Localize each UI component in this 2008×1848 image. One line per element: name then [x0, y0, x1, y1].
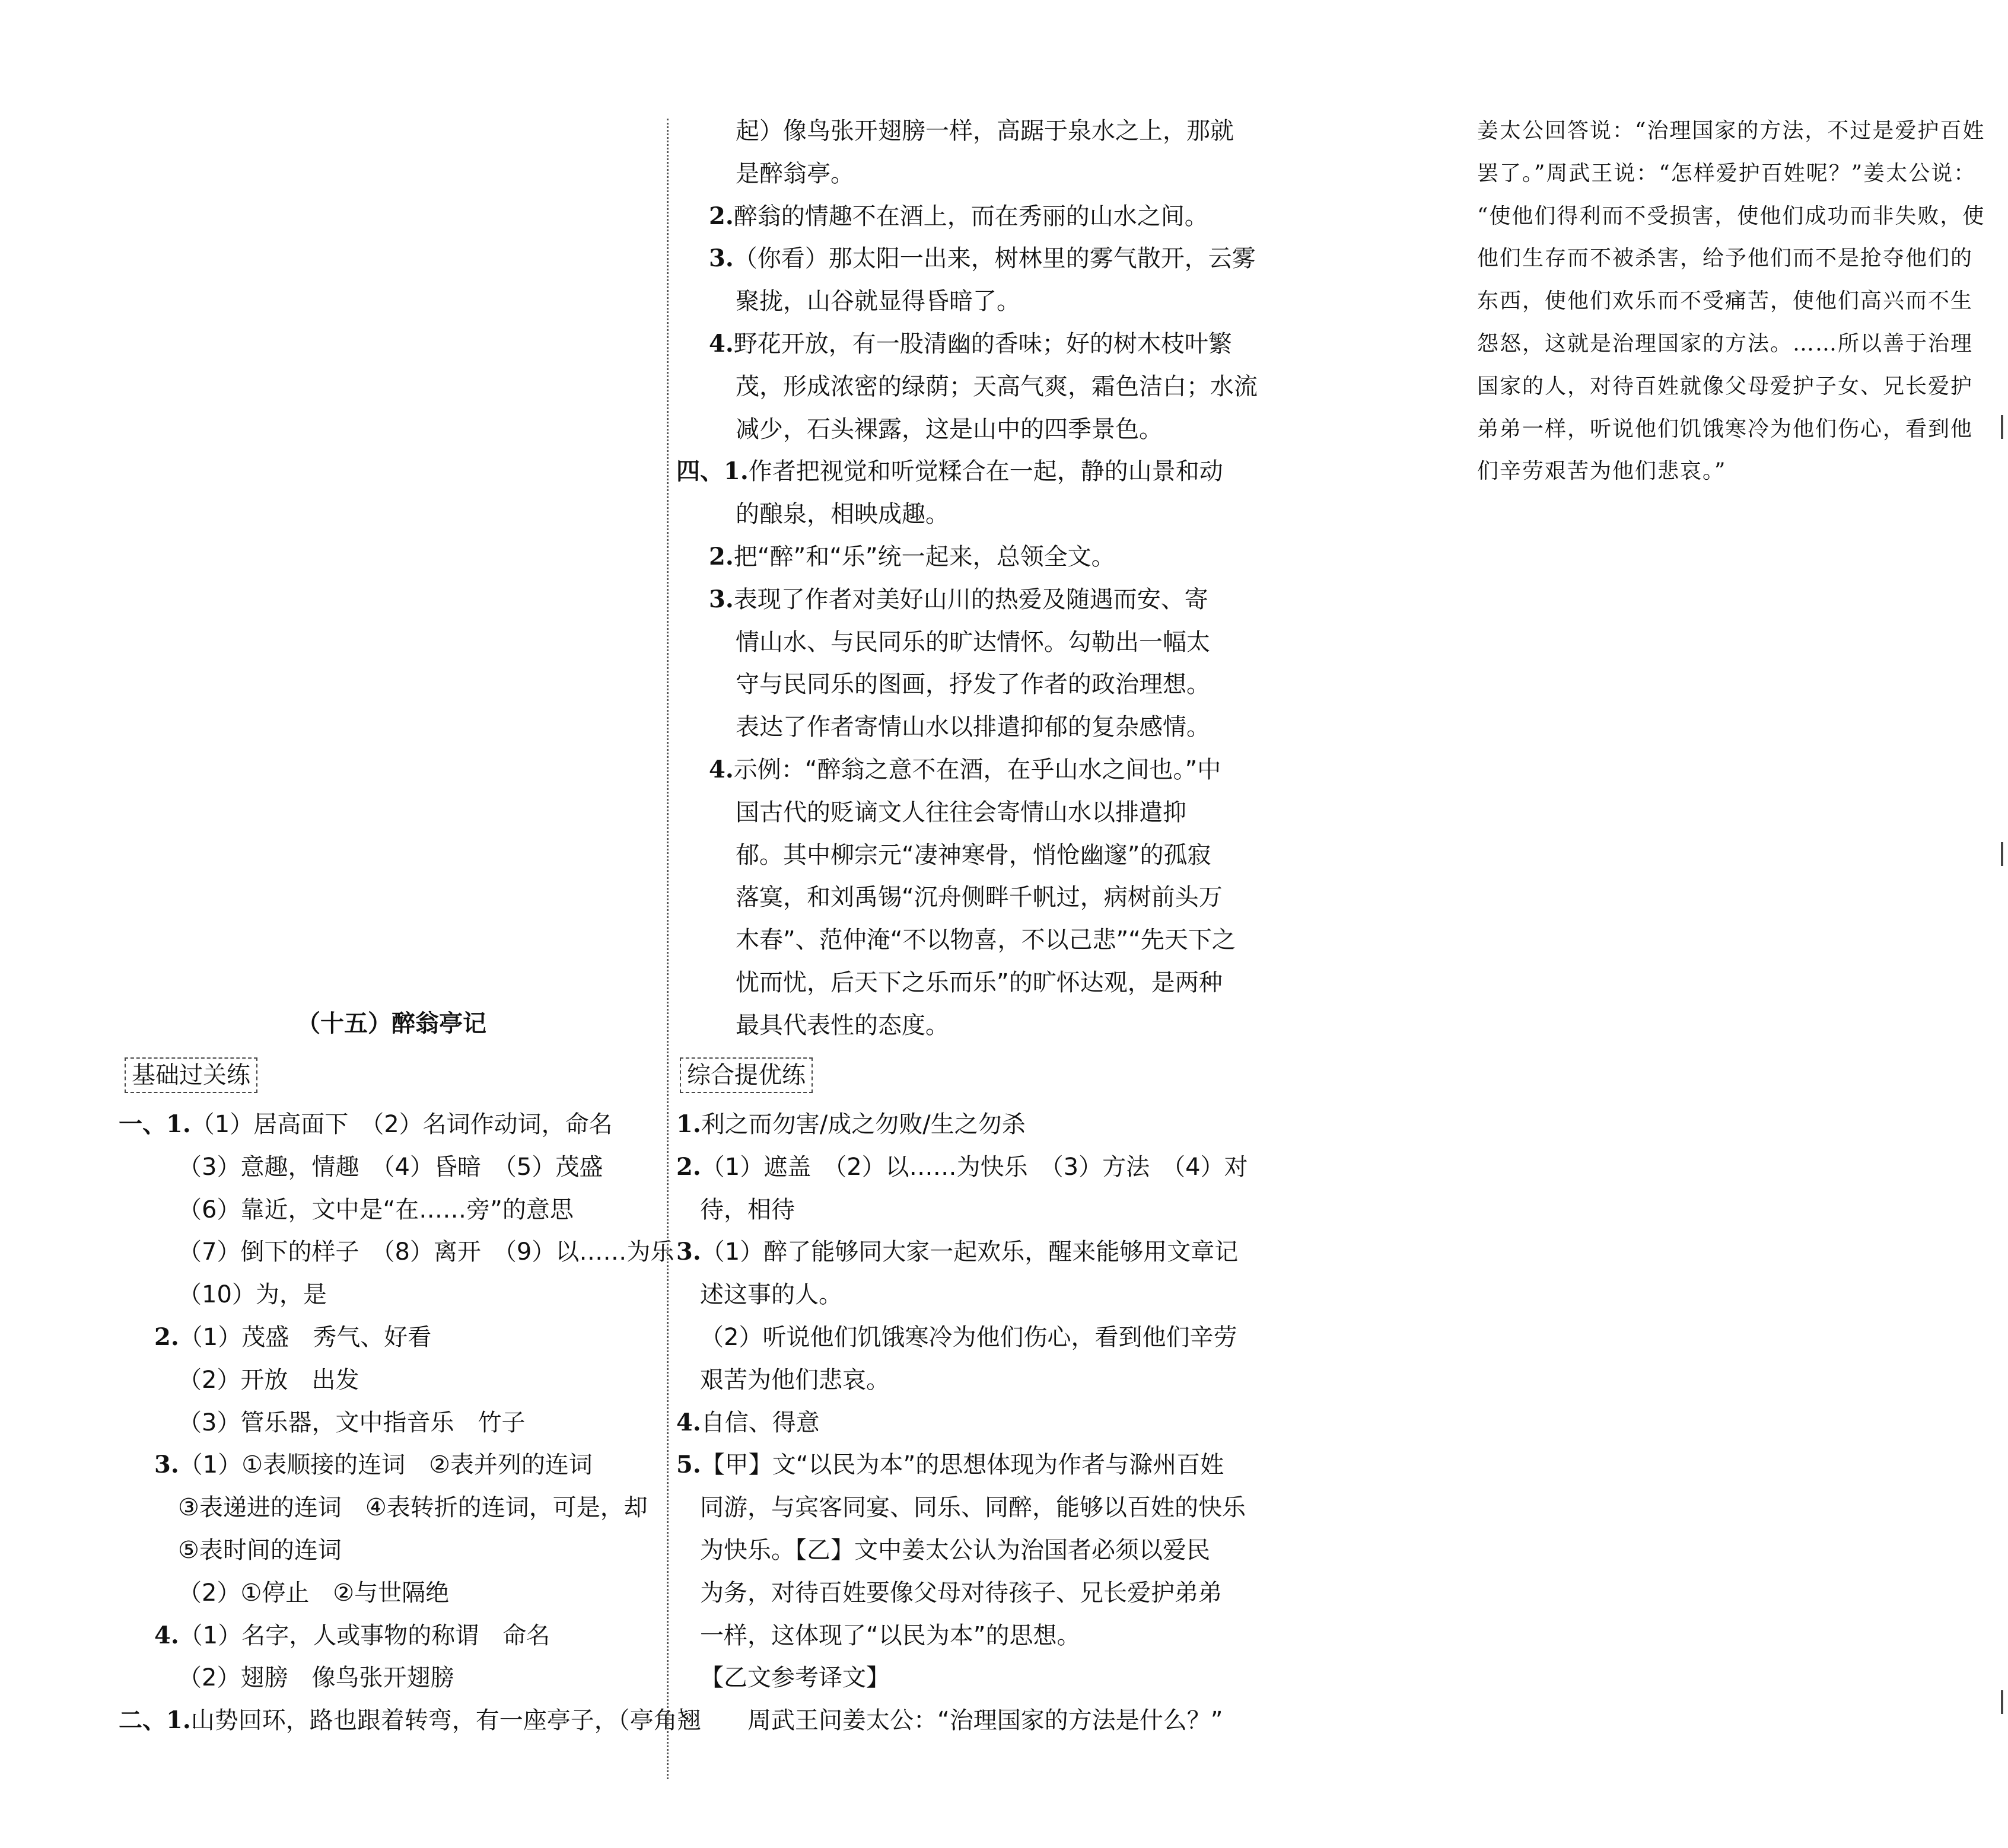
- answer-number: 2.: [709, 202, 734, 230]
- answer-text: 利之而勿害/成之勿败/生之勿杀: [701, 1111, 1026, 1138]
- answer-text: 木春”、范仲淹“不以物喜，不以己悲”“先天下之: [736, 926, 1236, 954]
- answer-line: [736, 876, 1223, 919]
- answer-line: [700, 1486, 1246, 1529]
- answer-text: ③表递进的连词 ④表转折的连词，可是，却: [178, 1494, 648, 1522]
- answer-text: 的酿泉，相映成趣。: [736, 501, 949, 528]
- answer-text: 茂，形成浓密的绿荫；天高气爽，霜色洁白；水流: [736, 372, 1258, 400]
- answer-line: [676, 1401, 820, 1444]
- answer-text: 示例：“醉翁之意不在酒，在乎山水之间也。”中: [733, 756, 1221, 783]
- answer-text: （6）靠近，文中是“在……旁”的意思: [178, 1196, 574, 1223]
- answer-line: [676, 1444, 1224, 1486]
- translation-line: 罢了。”周武王说：“怎样爱护百姓呢？”姜太公说：: [1477, 161, 1977, 186]
- answer-text: 同游，与宾客同宴、同乐、同醉，能够以百姓的快乐: [700, 1494, 1246, 1522]
- answer-number: 3.: [709, 244, 734, 273]
- answer-line: [736, 706, 1210, 748]
- answer-text: 为快乐。【乙】文中姜太公认为治国者必须以爱民: [700, 1537, 1210, 1564]
- answer-line: [676, 1103, 1026, 1146]
- answer-text: 国古代的贬谪文人往往会寄情山水以排遣抑: [736, 798, 1186, 826]
- answer-text: 情山水、与民同乐的旷达情怀。勾勒出一幅太: [736, 628, 1210, 656]
- answer-number: 3.: [154, 1451, 179, 1479]
- answer-text: 忧而忧，后天下之乐而乐”的旷怀达观，是两种: [736, 969, 1223, 996]
- answer-text: 醉翁的情趣不在酒上，而在秀丽的山水之间。: [733, 202, 1208, 230]
- answer-line: [709, 748, 1221, 791]
- answer-text: 待，相待: [700, 1196, 795, 1223]
- answer-number: 4.: [154, 1621, 179, 1649]
- answer-number: 1.: [676, 1110, 701, 1138]
- answer-number: 4.: [676, 1408, 701, 1436]
- answer-text: （2）听说他们饥饿寒冷为他们伤心，看到他们辛劳: [700, 1324, 1237, 1351]
- answer-number: 5.: [676, 1451, 701, 1479]
- answer-text: 落寞，和刘禹锡“沉舟侧畔千帆过，病树前头万: [736, 884, 1223, 912]
- answer-text: 表现了作者对美好山川的热爱及随遇而安、寄: [733, 585, 1208, 613]
- page-edge-mark: [2001, 842, 2003, 866]
- answer-number: 4.: [709, 330, 734, 358]
- page-edge-mark: [2001, 1690, 2003, 1714]
- answer-text: 把“醉”和“乐”统一起来，总领全文。: [733, 543, 1115, 571]
- answer-line: [736, 621, 1210, 664]
- translation-line: 弟弟一样，听说他们饥饿寒冷为他们伤心，看到他: [1477, 416, 1974, 441]
- translation-line: 他们生存而不被杀害，给予他们而不是抢夺他们的: [1477, 246, 1974, 271]
- answer-text: 【乙文参考译文】: [700, 1664, 890, 1692]
- answer-text: （3）意趣，情趣 （4）昏暗 （5）茂盛: [178, 1153, 603, 1181]
- section-label-comprehensive: 综合提优练: [680, 1057, 813, 1093]
- answer-text: 守与民同乐的图画，抒发了作者的政治理想。: [736, 671, 1210, 699]
- answer-line: [736, 1004, 949, 1047]
- answer-line: [736, 663, 1210, 706]
- answer-text: ⑤表时间的连词: [178, 1537, 342, 1564]
- answer-text: 述这事的人。: [700, 1281, 842, 1309]
- translation-line: “使他们得利而不受损害，使他们成功而非失败，使: [1477, 203, 1985, 228]
- answer-text: （1）名字，人或事物的称谓 命名: [179, 1621, 550, 1649]
- answer-line: [700, 1529, 1210, 1572]
- answer-text: （2）翅膀 像鸟张开翅膀: [178, 1664, 454, 1692]
- answer-number: 二、1.: [119, 1706, 191, 1735]
- answer-text: （1）①表顺接的连词 ②表并列的连词: [179, 1451, 593, 1479]
- answer-text: 聚拢，山谷就显得昏暗了。: [736, 288, 1020, 316]
- answer-text: （1）醉了能够同大家一起欢乐，醒来能够用文章记: [701, 1238, 1239, 1266]
- answer-text: 郁。其中柳宗元“凄神寒骨，悄怆幽邃”的孤寂: [736, 841, 1211, 869]
- answer-line: [736, 961, 1223, 1004]
- answer-number: 3.: [709, 585, 734, 613]
- answer-text: 表达了作者寄情山水以排遣抑郁的复杂感情。: [736, 713, 1210, 741]
- answer-text: 【甲】文“以民为本”的思想体现为作者与滁州百姓: [701, 1451, 1224, 1479]
- answer-text: （3）管乐器，文中指音乐 竹子: [178, 1409, 526, 1436]
- translation-line: 们辛劳艰苦为他们悲哀。”: [1477, 459, 1727, 484]
- answer-line: [700, 1699, 1223, 1742]
- translation-line: 国家的人，对待百姓就像父母爱护子女、兄长爱护: [1477, 374, 1974, 399]
- answer-text: （1）遮盖 （2）以……为快乐 （3）方法 （4）对: [701, 1153, 1248, 1181]
- answer-line: [676, 1231, 1238, 1273]
- answer-text: 一样，这体现了“以民为本”的思想。: [700, 1621, 1081, 1649]
- right-column: [0, 0, 2008, 593]
- answer-line: [700, 1572, 1222, 1614]
- answer-text: （2）①停止 ②与世隔绝: [178, 1579, 450, 1607]
- answer-line: [700, 1316, 1237, 1359]
- answer-text: 作者把视觉和听觉糅合在一起，静的山景和动: [748, 458, 1223, 486]
- translation-line: 姜太公回答说：“治理国家的方法，不过是爱护百姓: [1477, 119, 1985, 143]
- answer-text: 艰苦为他们悲哀。: [700, 1366, 890, 1394]
- chapter-title: （十五）醉翁亭记: [297, 1010, 486, 1037]
- translation-line: 东西，使他们欢乐而不受痛苦，使他们高兴而不生: [1477, 289, 1974, 314]
- answer-text: （7）倒下的样子 （8）离开 （9）以……为乐: [178, 1238, 674, 1266]
- answer-text: （1）茂盛 秀气、好看: [179, 1324, 432, 1351]
- answer-text: 减少，石头裸露，这是山中的四季景色。: [736, 415, 1163, 443]
- answer-line: [736, 791, 1186, 834]
- translation-line: 怨怒，这就是治理国家的方法。……所以善于治理: [1477, 332, 1974, 356]
- answer-number: 一、1.: [119, 1110, 191, 1138]
- page-edge-mark: [2001, 415, 2003, 439]
- answer-line: [736, 919, 1236, 961]
- answer-text: （1）居高面下 （2）名词作动词，命名: [190, 1111, 613, 1138]
- answer-text: 起）像鸟张开翅膀一样，高踞于泉水之上，那就: [736, 117, 1234, 145]
- answer-line: [700, 1359, 890, 1401]
- answer-number: 四、1.: [676, 457, 749, 486]
- answer-text: 山势回环，路也跟着转弯，有一座亭子，（亭角翘: [190, 1707, 701, 1735]
- answer-line: [700, 1273, 842, 1316]
- answer-line: [700, 1614, 1080, 1657]
- section-label-basic: 基础过关练: [125, 1057, 257, 1093]
- answer-text: （你看）那太阳一出来，树林里的雾气散开，云雾: [733, 245, 1256, 273]
- answer-line: [700, 1656, 890, 1699]
- answer-text: 最具代表性的态度。: [736, 1011, 949, 1039]
- answer-number: 2.: [676, 1152, 701, 1181]
- answer-text: 为务，对待百姓要像父母对待孩子、兄长爱护弟弟: [700, 1579, 1222, 1607]
- answer-text: 野花开放，有一股清幽的香味；好的树木枝叶繁: [733, 330, 1232, 358]
- answer-line: [736, 834, 1211, 877]
- answer-text: 周武王问姜太公：“治理国家的方法是什么？”: [700, 1707, 1223, 1735]
- answer-number: 3.: [676, 1238, 701, 1266]
- answer-line: [676, 1146, 1248, 1189]
- answer-text: （10）为，是: [178, 1281, 327, 1309]
- answer-text: 自信、得意: [701, 1409, 820, 1436]
- answer-number: 4.: [709, 756, 734, 783]
- answer-text: （2）开放 出发: [178, 1366, 359, 1394]
- answer-text: 是醉翁亭。: [736, 160, 854, 187]
- answer-number: 2.: [154, 1323, 179, 1351]
- answer-number: 2.: [709, 543, 734, 571]
- answer-line: [700, 1189, 795, 1231]
